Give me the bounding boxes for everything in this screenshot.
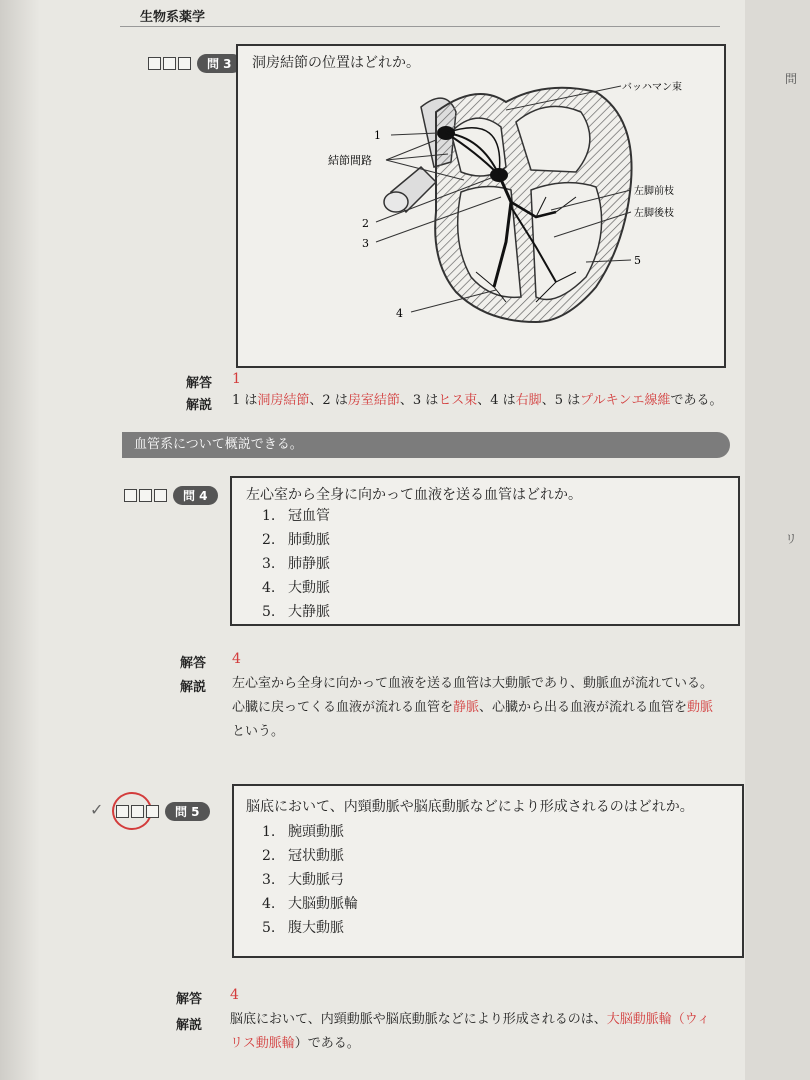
q4-header	[124, 486, 218, 505]
diagram-label-3: 3	[362, 237, 369, 250]
q4-label: 問 4	[173, 486, 218, 505]
checkbox[interactable]	[139, 489, 152, 502]
q3-explanation: 1 は洞房結節、2 は房室結節、3 はヒス束、4 は右脚、5 はプルキンエ線維である。	[232, 393, 723, 408]
adjacent-page-tab: リ	[785, 532, 798, 546]
q4-expl-label: 解説	[180, 680, 207, 695]
handwritten-check-mark: ✓	[90, 800, 104, 819]
q4-question: 左心室から全身に向かって血液を送る血管はどれか。	[246, 487, 582, 503]
diagram-label-2: 2	[362, 217, 369, 230]
q5-expl-label: 解説	[176, 1018, 203, 1033]
q4-explanation: 左心室から全身に向かって血液を送る血管は大動脈であり、動脈血が流れている。 心臓に戻ってくる血液が流れる血管を静脈、心臓から出る血液が流れる血管を動脈 という。	[232, 676, 714, 739]
option[interactable]: 1. 冠血管	[262, 508, 330, 524]
q5-header	[116, 802, 210, 821]
option[interactable]: 5. 大静脈	[262, 604, 330, 620]
q5-explanation: 脳底において、内頸動脈や脳底動脈などにより形成されるのは、大脳動脈輪（ウィ リス動脈輪）である。	[230, 1012, 710, 1051]
q3-expl-label: 解説	[186, 398, 213, 413]
checkbox[interactable]	[154, 489, 167, 502]
option[interactable]: 3. 肺静脈	[262, 556, 330, 572]
q4-answer-label: 解答	[180, 656, 207, 671]
q3-answer: 1	[232, 371, 241, 387]
running-header: 生物系薬学	[140, 10, 206, 25]
checkbox[interactable]	[178, 57, 191, 70]
diagram-label-left-anterior: 左脚前枝	[634, 186, 674, 197]
q3-answer-label: 解答	[186, 376, 213, 391]
header-rule	[120, 26, 720, 27]
checkbox[interactable]	[163, 57, 176, 70]
q4-answer: 4	[232, 651, 241, 667]
section-heading: 血管系について概説できる。	[122, 432, 730, 458]
option[interactable]: 4. 大動脈	[262, 580, 330, 596]
diagram-label-bachmann: バッハマン束	[622, 82, 682, 93]
option[interactable]: 5. 腹大動脈	[262, 920, 344, 936]
q5-question: 脳底において、内頸動脈や脳底動脈などにより形成されるのはどれか。	[246, 799, 694, 815]
q4-options	[262, 504, 330, 624]
diagram-label-1: 1	[374, 129, 381, 142]
q5-label: 問 5	[165, 802, 210, 821]
checkbox[interactable]	[148, 57, 161, 70]
q3-label: 問 3	[197, 54, 242, 73]
diagram-label-4: 4	[396, 307, 403, 320]
adjacent-page-edge	[745, 0, 810, 1080]
option[interactable]: 1. 腕頭動脈	[262, 824, 344, 840]
diagram-label-5: 5	[634, 254, 641, 267]
q5-options	[262, 820, 358, 940]
checkbox[interactable]	[146, 805, 159, 818]
q3-question: 洞房結節の位置はどれか。	[252, 55, 420, 71]
diagram-label-left-posterior: 左脚後枝	[634, 208, 674, 219]
checkbox[interactable]	[124, 489, 137, 502]
diagram-label-internodal: 結節間路	[328, 154, 372, 167]
adjacent-page-tab: 問	[785, 72, 798, 86]
page-edge-shadow	[0, 0, 40, 1080]
q3-header	[148, 54, 242, 73]
q5-answer: 4	[230, 987, 239, 1003]
option[interactable]: 4. 大脳動脈輪	[262, 896, 358, 912]
option[interactable]: 2. 肺動脈	[262, 532, 330, 548]
checkbox[interactable]	[116, 805, 129, 818]
option[interactable]: 2. 冠状動脈	[262, 848, 344, 864]
heart-conduction-diagram	[236, 72, 722, 362]
q5-answer-label: 解答	[176, 992, 203, 1007]
checkbox[interactable]	[131, 805, 144, 818]
option[interactable]: 3. 大動脈弓	[262, 872, 344, 888]
